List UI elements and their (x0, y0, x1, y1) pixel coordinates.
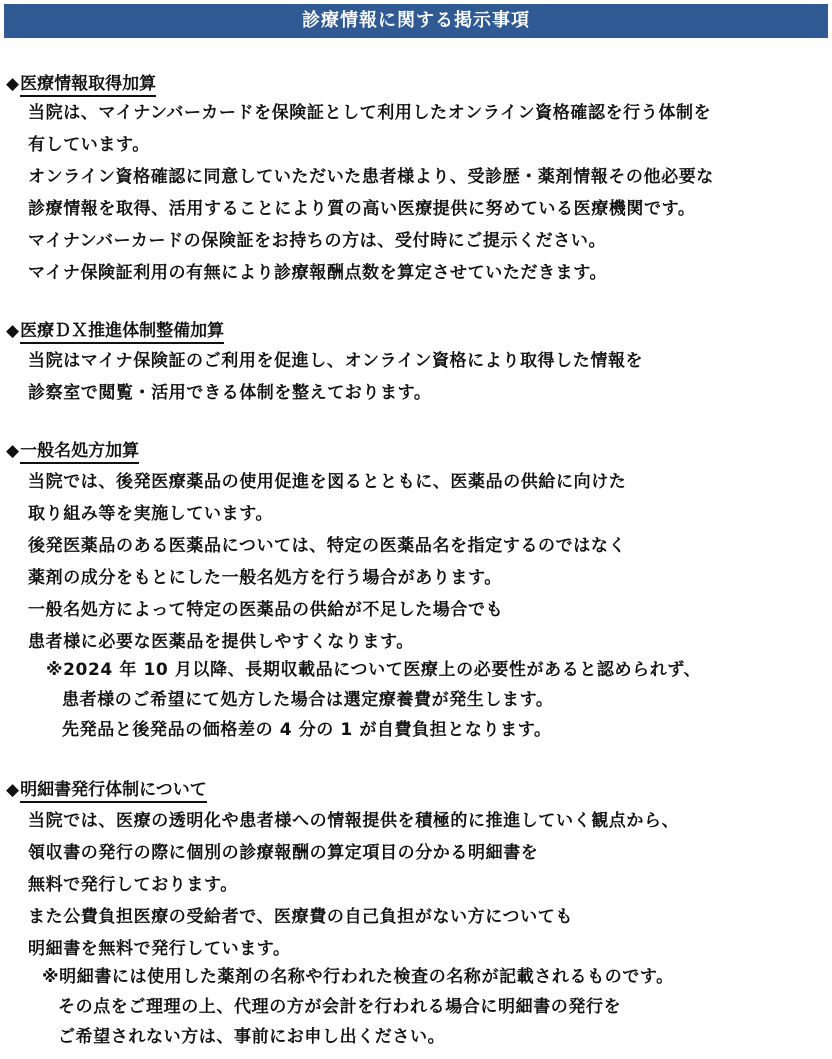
section-heading (6, 437, 139, 465)
note-line: ご希望されない方は、事前にお申し出ください。 (58, 1027, 446, 1047)
section-heading (6, 70, 156, 98)
paragraph-line: 当院では、後発医療薬品の使用促進を図るとともに、医薬品の供給に向けた (28, 472, 627, 492)
paragraph-line: 当院はマイナ保険証のご利用を促進し、オンライン資格により取得した情報を (28, 351, 644, 371)
paragraph-line: 一般名処方によって特定の医薬品の供給が不足した場合でも (28, 600, 504, 620)
paragraph-line: マイナンバーカードの保険証をお持ちの方は、受付時にご提示ください。 (28, 231, 607, 251)
diamond-bullet-icon: ◆ (6, 321, 20, 341)
section-heading (6, 317, 224, 345)
paragraph-line: 有しています。 (28, 135, 150, 155)
paragraph-line: 領収書の発行の際に個別の診療報酬の算定項目の分かる明細書を (28, 843, 539, 863)
note-line: その点をご理理の上、代理の方が会計を行われる場合に明細書の発行を (58, 997, 622, 1017)
diamond-bullet-icon: ◆ (6, 74, 20, 94)
paragraph-line: 診療情報を取得、活用することにより質の高い医療提供に努めている医療機関です。 (28, 199, 696, 219)
section-heading (6, 776, 207, 804)
paragraph-line: 無料で発行しております。 (28, 875, 238, 895)
page-header: 診療情報に関する掲示事項 (4, 4, 828, 38)
section-title: 医療ＤＸ推進体制整備加算 (20, 321, 224, 344)
paragraph-line: 薬剤の成分をもとにした一般名処方を行う場合があります。 (28, 568, 502, 588)
paragraph-line: オンライン資格確認に同意していただいた患者様より、受診歴・薬剤情報その他必要な (28, 167, 714, 187)
paragraph-line: 当院は、マイナンバーカードを保険証として利用したオンライン資格確認を行う体制を (28, 103, 712, 123)
paragraph-line: また公費負担医療の受給者で、医療費の自己負担がない方についても (28, 907, 573, 927)
note-line: ※明細書には使用した薬剤の名称や行われた検査の名称が記載されるものです。 (42, 967, 674, 987)
paragraph-line: 患者様に必要な医薬品を提供しやすくなります。 (28, 632, 414, 652)
paragraph-line: 取り組み等を実施しています。 (28, 504, 274, 524)
paragraph-line: マイナ保険証利用の有無により診療報酬点数を算定させていただきます。 (28, 263, 608, 283)
section-title: 明細書発行体制について (20, 780, 207, 803)
diamond-bullet-icon: ◆ (6, 441, 20, 461)
paragraph-line: 当院では、医療の透明化や患者様への情報提供を積極的に推進していく観点から、 (28, 811, 680, 831)
section-title: 医療情報取得加算 (20, 74, 156, 97)
note-line: ※2024 年 10 月以降、長期収載品について医療上の必要性があると認められず、 (46, 660, 702, 680)
section-title: 一般名処方加算 (20, 441, 139, 464)
note-line: 患者様のご希望にて処方した場合は選定療養費が発生します。 (62, 690, 554, 710)
paragraph-line: 後発医薬品のある医薬品については、特定の医薬品名を指定するのではなく (28, 536, 627, 556)
paragraph-line: 診察室で閲覧・活用できる体制を整えております。 (28, 383, 432, 403)
note-line: 先発品と後発品の価格差の 4 分の 1 が自費負担となります。 (62, 720, 552, 740)
paragraph-line: 明細書を無料で発行しています。 (28, 939, 291, 959)
diamond-bullet-icon: ◆ (6, 780, 20, 800)
